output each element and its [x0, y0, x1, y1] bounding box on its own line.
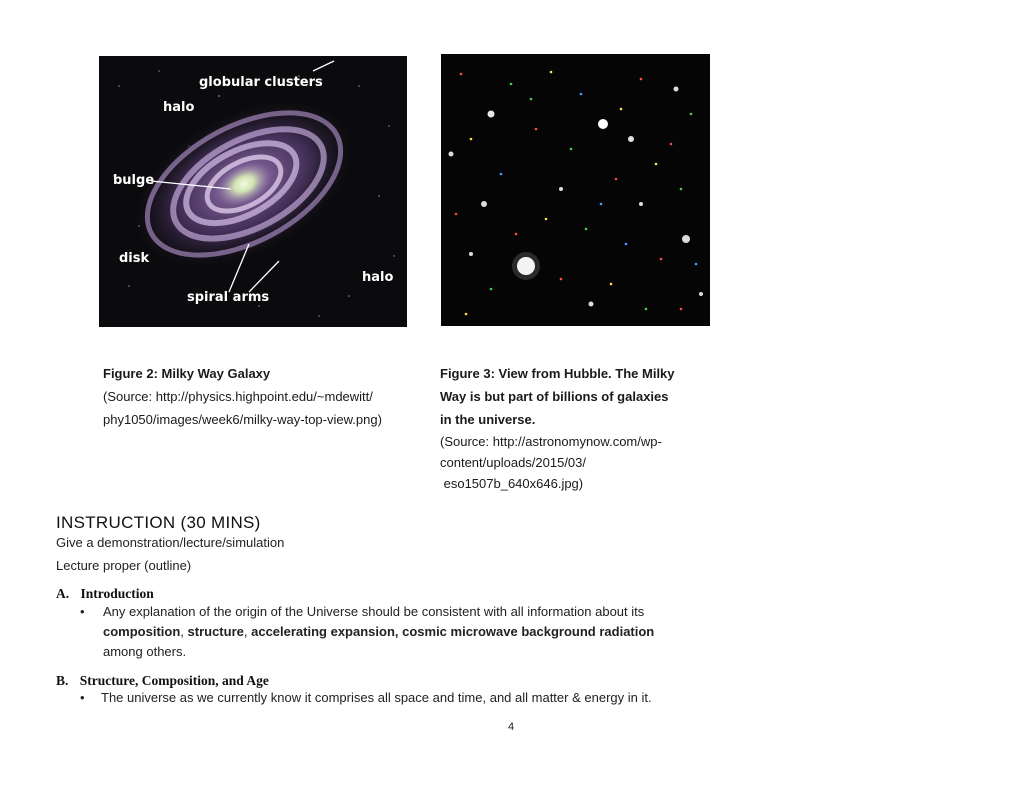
- section-b-title: Structure, Composition, and Age: [79, 673, 269, 688]
- hubble-deep-field-illustration: [441, 54, 710, 326]
- section-b-heading: [56, 673, 269, 689]
- page-number: 4: [508, 721, 515, 733]
- instruction-line2: Lecture proper (outline): [56, 558, 192, 573]
- figure-3-image: [441, 54, 710, 326]
- figure-2-source-line2: phy1050/images/week6/milky-way-top-view.png): [103, 412, 382, 427]
- bullet-dot: •: [80, 604, 85, 619]
- bullet-dot-b: •: [80, 690, 85, 705]
- section-a-after: among others.: [103, 644, 187, 659]
- figure-2-title: Figure 2: Milky Way Galaxy: [103, 366, 271, 381]
- figure-3-title-line1: Figure 3: View from Hubble. The Milky: [440, 366, 675, 381]
- section-a-text: Any explanation of the origin of the Universe should be consistent with all information about its: [103, 604, 645, 619]
- figure-3-title-line3: in the universe.: [440, 412, 536, 427]
- label-globular-clusters: globular clusters: [199, 75, 323, 90]
- section-a-heading: [56, 586, 154, 602]
- section-a-title: Introduction: [80, 586, 154, 601]
- section-a-sep2: ,: [243, 624, 252, 639]
- section-a-bold-expansion: accelerating expansion, cosmic microwave background radiation: [251, 624, 655, 639]
- section-b-letter: B.: [56, 673, 69, 688]
- section-a-bold-composition: composition: [103, 624, 181, 639]
- figure-2-source-line1: (Source: http://physics.highpoint.edu/~mdewitt/: [103, 389, 373, 404]
- section-a-letter: A.: [56, 586, 70, 601]
- instruction-heading: INSTRUCTION (30 MINS): [56, 513, 261, 532]
- section-b-text: The universe as we currently know it comprises all space and time, and all matter & energy in it.: [101, 690, 652, 705]
- section-a-bold-structure: structure: [187, 624, 244, 639]
- figure-3-source-line1: (Source: http://astronomynow.com/wp-: [440, 434, 662, 449]
- figure-2-image: [99, 56, 407, 327]
- label-halo-top: halo: [163, 100, 195, 115]
- figure-2-caption: [103, 362, 433, 431]
- instruction-line1: Give a demonstration/lecture/simulation: [56, 535, 285, 550]
- label-halo-right: halo: [362, 270, 394, 285]
- figure-3-title-line2: Way is but part of billions of galaxies: [440, 389, 669, 404]
- section-b-bullet: [80, 688, 760, 708]
- section-a-sep1: ,: [180, 624, 188, 639]
- milky-way-illustration: [99, 56, 407, 327]
- section-a-bullet: [80, 602, 740, 662]
- figure-3-source-line2: content/uploads/2015/03/: [440, 455, 587, 470]
- label-spiral-arms: spiral arms: [187, 290, 270, 305]
- label-bulge: bulge: [113, 173, 155, 188]
- figure-3-caption: [440, 362, 740, 494]
- figure-3-source-line3: eso1507b_640x646.jpg): [440, 476, 584, 491]
- label-disk: disk: [119, 251, 150, 266]
